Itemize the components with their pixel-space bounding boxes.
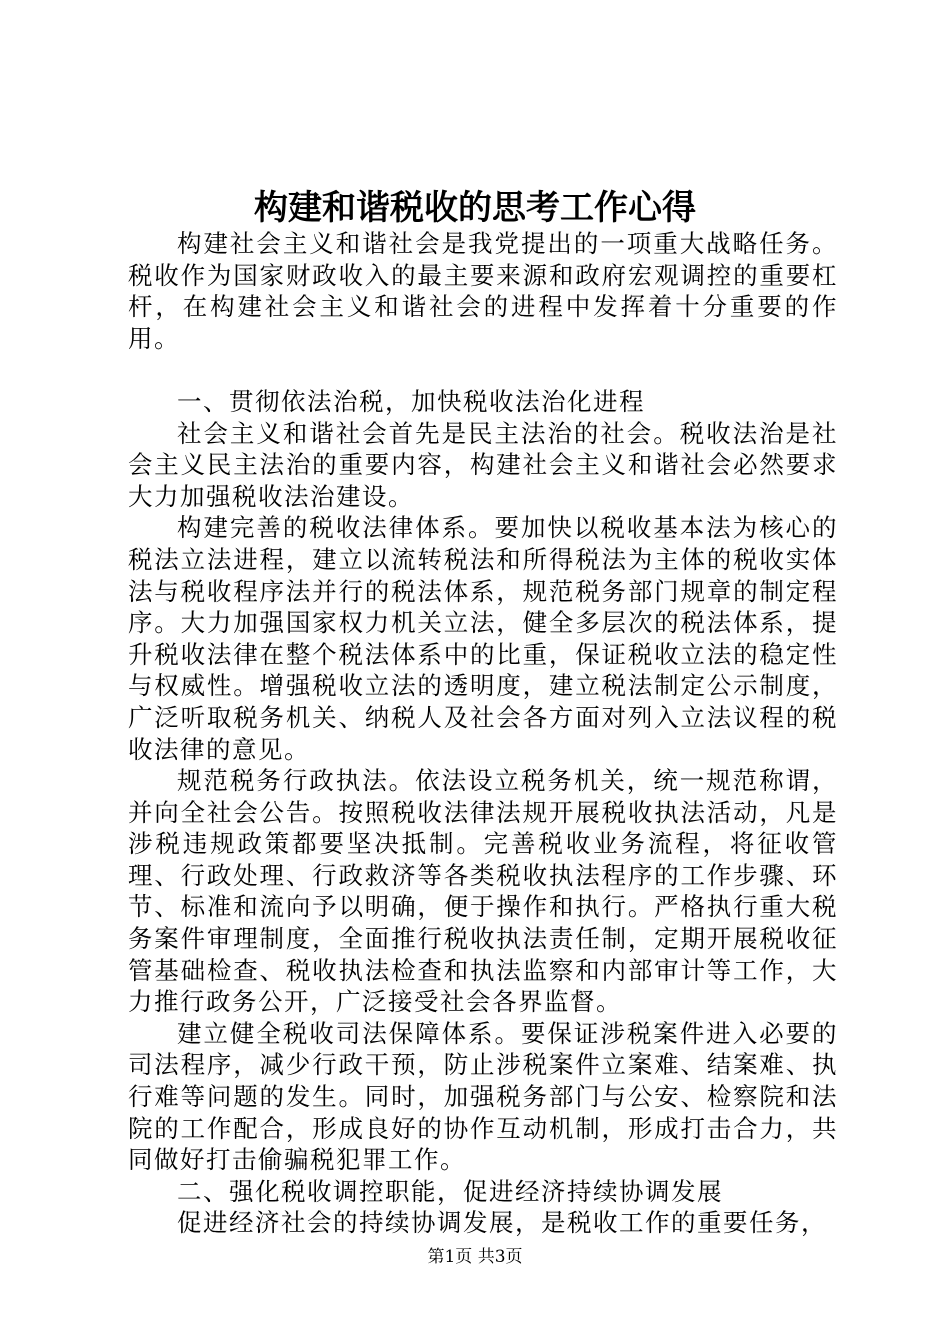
paragraph-gap (128, 354, 838, 386)
intro-paragraph: 构建社会主义和谐社会是我党提出的一项重大战略任务。税收作为国家财政收入的最主要来源和政府宏观调控的重要杠杆，在构建社会主义和谐社会的进程中发挥着十分重要的作用。 (128, 229, 838, 353)
section-1-paragraph-4: 建立健全税收司法保障体系。要保证涉税案件进入必要的司法程序，减少行政干预，防止涉税案件立案难、结案难、执行难等问题的发生。同时，加强税务部门与公安、检察院和法院的工作配合，形成良好的协作互动机制，形成打击合力，共同做好打击偷骗税犯罪工作。 (128, 1018, 838, 1175)
document-body (128, 228, 838, 1239)
section-1-heading: 一、贯彻依法治税，加快税收法治化进程 (177, 386, 645, 416)
section-1-paragraph-3: 规范税务行政执法。依法设立税务机关，统一规范称谓，并向全社会公告。按照税收法律法规开展税收执法活动，凡是涉税违规政策都要坚决抵制。完善税收业务流程，将征收管理、行政处理、行政救济等各类税收执法程序的工作步骤、环节、标准和流向予以明确，便于操作和执行。严格执行重大税务案件审理制度，全面推行税收执法责任制，定期开展税收征管基础检查、税收执法检查和执法监察和内部审计等工作，大力推行政务公开，广泛接受社会各界监督。 (128, 766, 838, 1017)
document-title: 构建和谐税收的思考工作心得 (254, 188, 696, 228)
page-footer: 第1页 共3页 (427, 1247, 523, 1267)
section-2-heading: 二、强化税收调控职能，促进经济持续协调发展 (177, 1176, 723, 1206)
section-1-paragraph-1: 社会主义和谐社会首先是民主法治的社会。税收法治是社会主义民主法治的重要内容，构建社会主义和谐社会必然要求大力加强税收法治建设。 (128, 418, 838, 511)
section-2-paragraph-1: 促进经济社会的持续协调发展，是税收工作的重要任务， (177, 1208, 827, 1238)
section-1-paragraph-2: 构建完善的税收法律体系。要加快以税收基本法为核心的税法立法进程，建立以流转税法和所得税法为主体的税收实体法与税收程序法并行的税法体系，规范税务部门规章的制定程序。大力加强国家权力机关立法，健全多层次的税法体系，提升税收法律在整个税法体系中的比重，保证税收立法的稳定性与权威性。增强税收立法的透明度，建立税法制定公示制度，广泛听取税务机关、纳税人及社会各方面对列入立法议程的税收法律的意见。 (128, 513, 838, 764)
